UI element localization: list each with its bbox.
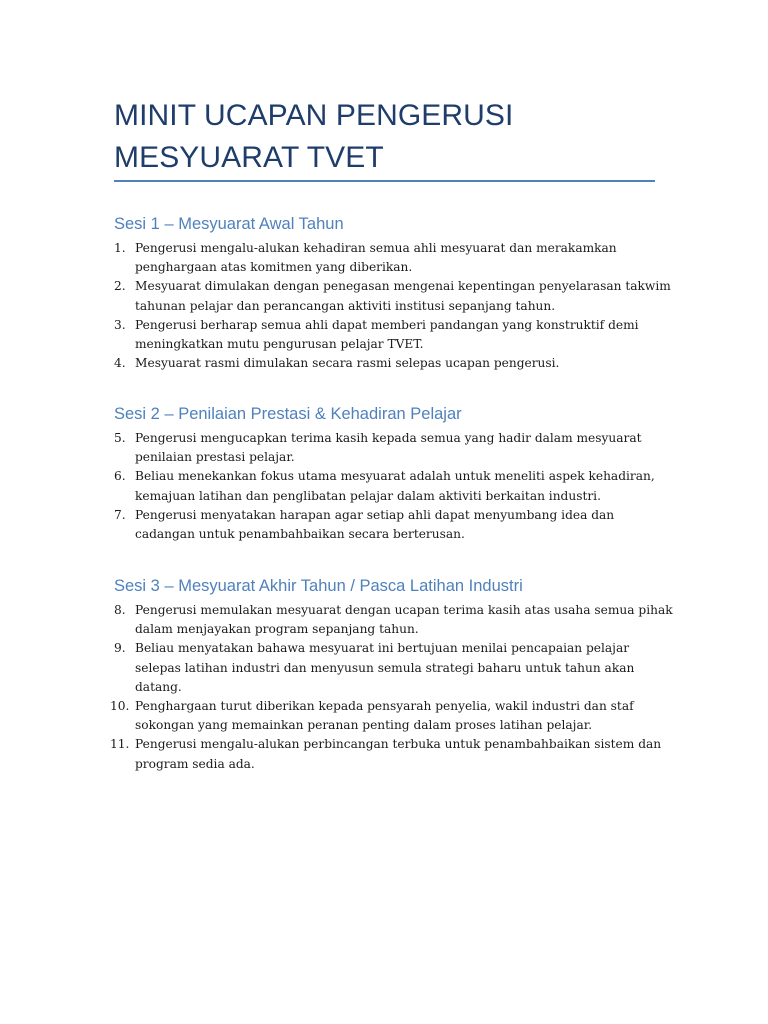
- item-text: Mesyuarat rasmi dimulakan secara rasmi selepas ucapan pengerusi.: [135, 356, 560, 371]
- section-sesi-2: [114, 402, 674, 544]
- item-text: Penghargaan turut diberikan kepada pensyarah penyelia, wakil industri dan staf sokongan yang memainkan peranan penting dalam proses latihan pelajar.: [135, 699, 634, 733]
- item-number: 11.: [110, 737, 130, 752]
- list-item: [114, 277, 674, 315]
- item-text: Pengerusi berharap semua ahli dapat memberi pandangan yang konstruktif demi meningkatkan mutu pengurusan pelajar TVET.: [135, 317, 639, 352]
- list-item: [110, 735, 674, 773]
- item-number: 1.: [114, 241, 126, 255]
- section-sesi-3: [110, 574, 674, 774]
- list-item: [114, 467, 674, 505]
- item-number: 3.: [114, 317, 126, 332]
- item-text: Beliau menyatakan bahawa mesyuarat ini bertujuan menilai pencapaian pelajar selepas latihan industri dan menyusun semula strategi baharu untuk tahun akan datang.: [135, 641, 635, 694]
- list-item: [110, 697, 674, 735]
- list-item: [114, 316, 674, 354]
- item-text: Mesyuarat dimulakan dengan penegasan mengenai kepentingan penyelarasan takwim tahunan pelajar dan perancangan aktiviti institusi sepanjang tahun.: [135, 279, 671, 313]
- list-item: [114, 601, 674, 639]
- list-item: [114, 639, 674, 697]
- item-number: 2.: [114, 279, 126, 294]
- item-number: 5.: [114, 431, 126, 445]
- section-heading: Sesi 1 – Mesyuarat Awal Tahun: [114, 215, 344, 233]
- item-text: Pengerusi memulakan mesyuarat dengan ucapan terima kasih atas usaha semua pihak dalam menjayakan program sepanjang tahun.: [135, 603, 673, 637]
- item-number: 8.: [114, 603, 126, 617]
- item-text: Beliau menekankan fokus utama mesyuarat adalah untuk meneliti aspek kehadiran, kemajuan latihan dan penglibatan pelajar dalam aktiviti berkaitan industri.: [135, 469, 655, 503]
- item-text: Pengerusi mengucapkan terima kasih kepada semua yang hadir dalam mesyuarat penilaian prestasi pelajar.: [135, 431, 642, 465]
- item-number: 9.: [114, 641, 126, 656]
- item-text: Pengerusi mengalu-alukan perbincangan terbuka untuk penambahbaikan sistem dan program sedia ada.: [135, 737, 662, 771]
- minutes-list: [114, 429, 674, 544]
- title-underline: [114, 180, 655, 182]
- document-title: MINIT UCAPAN PENGERUSI MESYUARAT TVET: [114, 99, 514, 174]
- minutes-list: [110, 601, 674, 774]
- item-number: 7.: [114, 507, 126, 522]
- section-heading: Sesi 2 – Penilaian Prestasi & Kehadiran Pelajar: [114, 405, 462, 423]
- list-item: [114, 506, 674, 544]
- section-sesi-1: [114, 212, 674, 373]
- item-number: 6.: [114, 469, 126, 484]
- item-text: Pengerusi mengalu-alukan kehadiran semua ahli mesyuarat dan merakamkan penghargaan atas komitmen yang diberikan.: [135, 241, 617, 275]
- item-number: 4.: [114, 356, 126, 371]
- list-item: [114, 429, 674, 467]
- item-text: Pengerusi menyatakan harapan agar setiap ahli dapat menyumbang idea dan cadangan untuk penambahbaikan secara berterusan.: [135, 507, 615, 542]
- list-item: [114, 239, 674, 277]
- minutes-list: [114, 239, 674, 373]
- section-heading: Sesi 3 – Mesyuarat Akhir Tahun / Pasca Latihan Industri: [114, 577, 523, 595]
- list-item: [114, 354, 674, 373]
- item-number: 10.: [110, 699, 130, 714]
